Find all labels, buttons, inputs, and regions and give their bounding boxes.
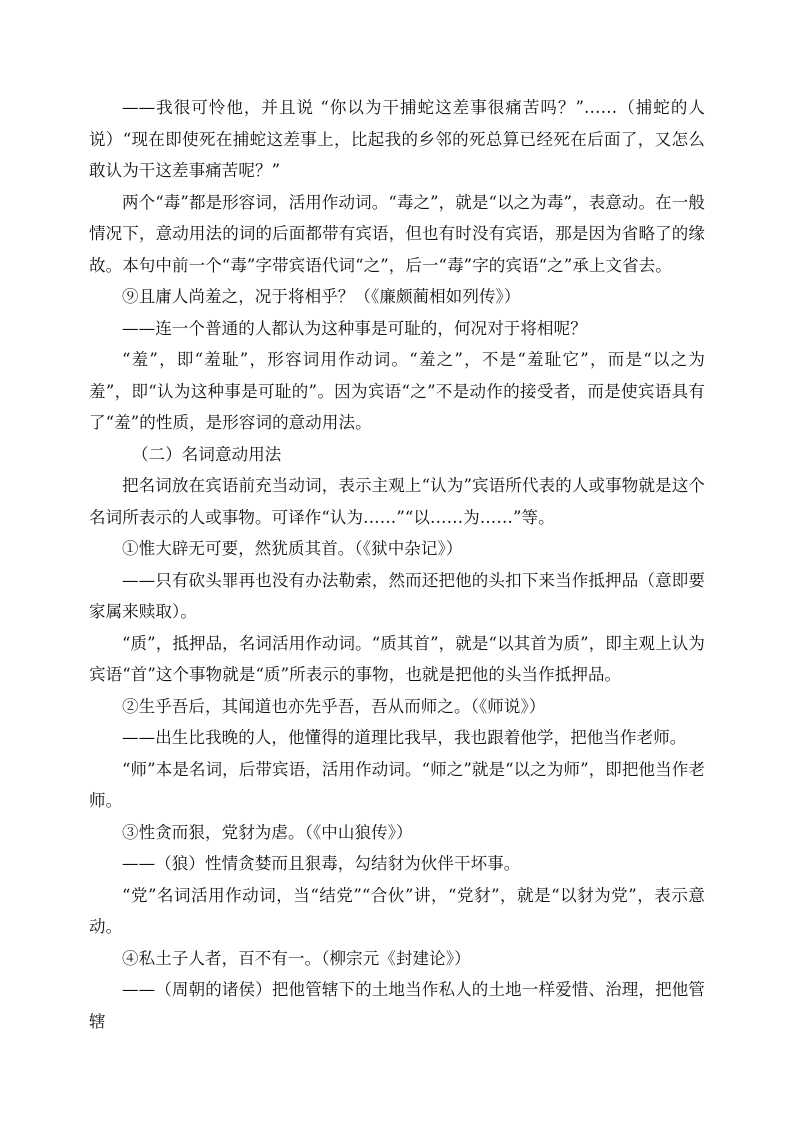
example-4: ④私土子人者，百不有一。（柳宗元《封建论》） [122,948,471,968]
example-1: ①惟大辟无可要，然犹质其首。（《狱中杂记》） [122,539,463,558]
explanation-example-3: “党”名词活用作动词，当“结党”“合伙”讲，“党豺”，就是“以豺为党”，表示意动。 [89,885,705,936]
section-heading-noun-usage: （二）名词意动用法 [132,444,282,464]
section-intro: 把名词放在宾语前充当动词，表示主观上“认为”宾语所代表的人或事物就是这个名词所表示的人或事物。可译作“认为……”“以……为……”等。 [89,476,705,527]
example-2: ②生乎吾后，其闻道也亦先乎吾，吾从而师之。（《师说》） [122,696,546,716]
translation-example-9: ——连一个普通的人都认为这种事是可耻的，何况对于将相呢？ [122,318,587,338]
example-3: ③性贪而狠，党豺为虐。（《中山狼传》） [122,822,413,842]
translation-paragraph-1: ——我很可怜他，并且说 “你以为干捕蛇这差事很痛苦吗？”……（捕蛇的人说）“现在即使死在捕蛇这差事上，比起我的乡邻的死总算已经死在后面了，又怎么敢认为干这差事痛苦呢？” [89,98,705,180]
translation-example-4: ——（周朝的诸侯）把他管辖下的土地当作私人的土地一样爱惜、治理，把他管辖 [89,980,705,1031]
document-page [89,92,705,1037]
explanation-example-9: “羞”，即“羞耻”，形容词用作动词。“羞之”，不是“羞耻它”，而是“以之为羞”，即“认为这种事是可耻的”。因为宾语“之”不是动作的接受者，而是使宾语具有了“羞”的性质，是形容词的意动用法。 [89,350,705,432]
explanation-example-1: “质”，抵押品，名词活用作动词。“质其首”，就是“以其首为质”，即主观上认为宾语“首”这个事物就是“质”所表示的事物，也就是把他的头当作抵押品。 [89,633,705,684]
explanation-example-2: “师”本是名词，后带宾语，活用作动词。“师之”就是“以之为师”，即把他当作老师。 [89,759,705,810]
example-9: ⑨且庸人尚羞之，况于将相乎？（《廉颇蔺相如列传》） [122,287,521,306]
translation-example-3: ——（狼）性情贪婪而且狠毒，勾结豺为伙伴干坏事。 [122,854,521,873]
explanation-paragraph-du: 两个“毒”都是形容词，活用作动词。“毒之”，就是“以之为毒”，表意动。在一般情况下，意动用法的词的后面都带有宾语，但也有时没有宾语，那是因为省略了的缘故。本句中前一个“毒”字带宾语代词“之”，后一“毒”字的宾语“之”承上文省去。 [89,192,705,275]
translation-example-2: ——出生比我晚的人，他懂得的道理比我早，我也跟着他学，把他当作老师。 [122,728,687,747]
translation-example-1: ——只有砍头罪再也没有办法勒索，然而还把他的头扣下来当作抵押品（意即要家属来赎取）。 [89,570,705,621]
